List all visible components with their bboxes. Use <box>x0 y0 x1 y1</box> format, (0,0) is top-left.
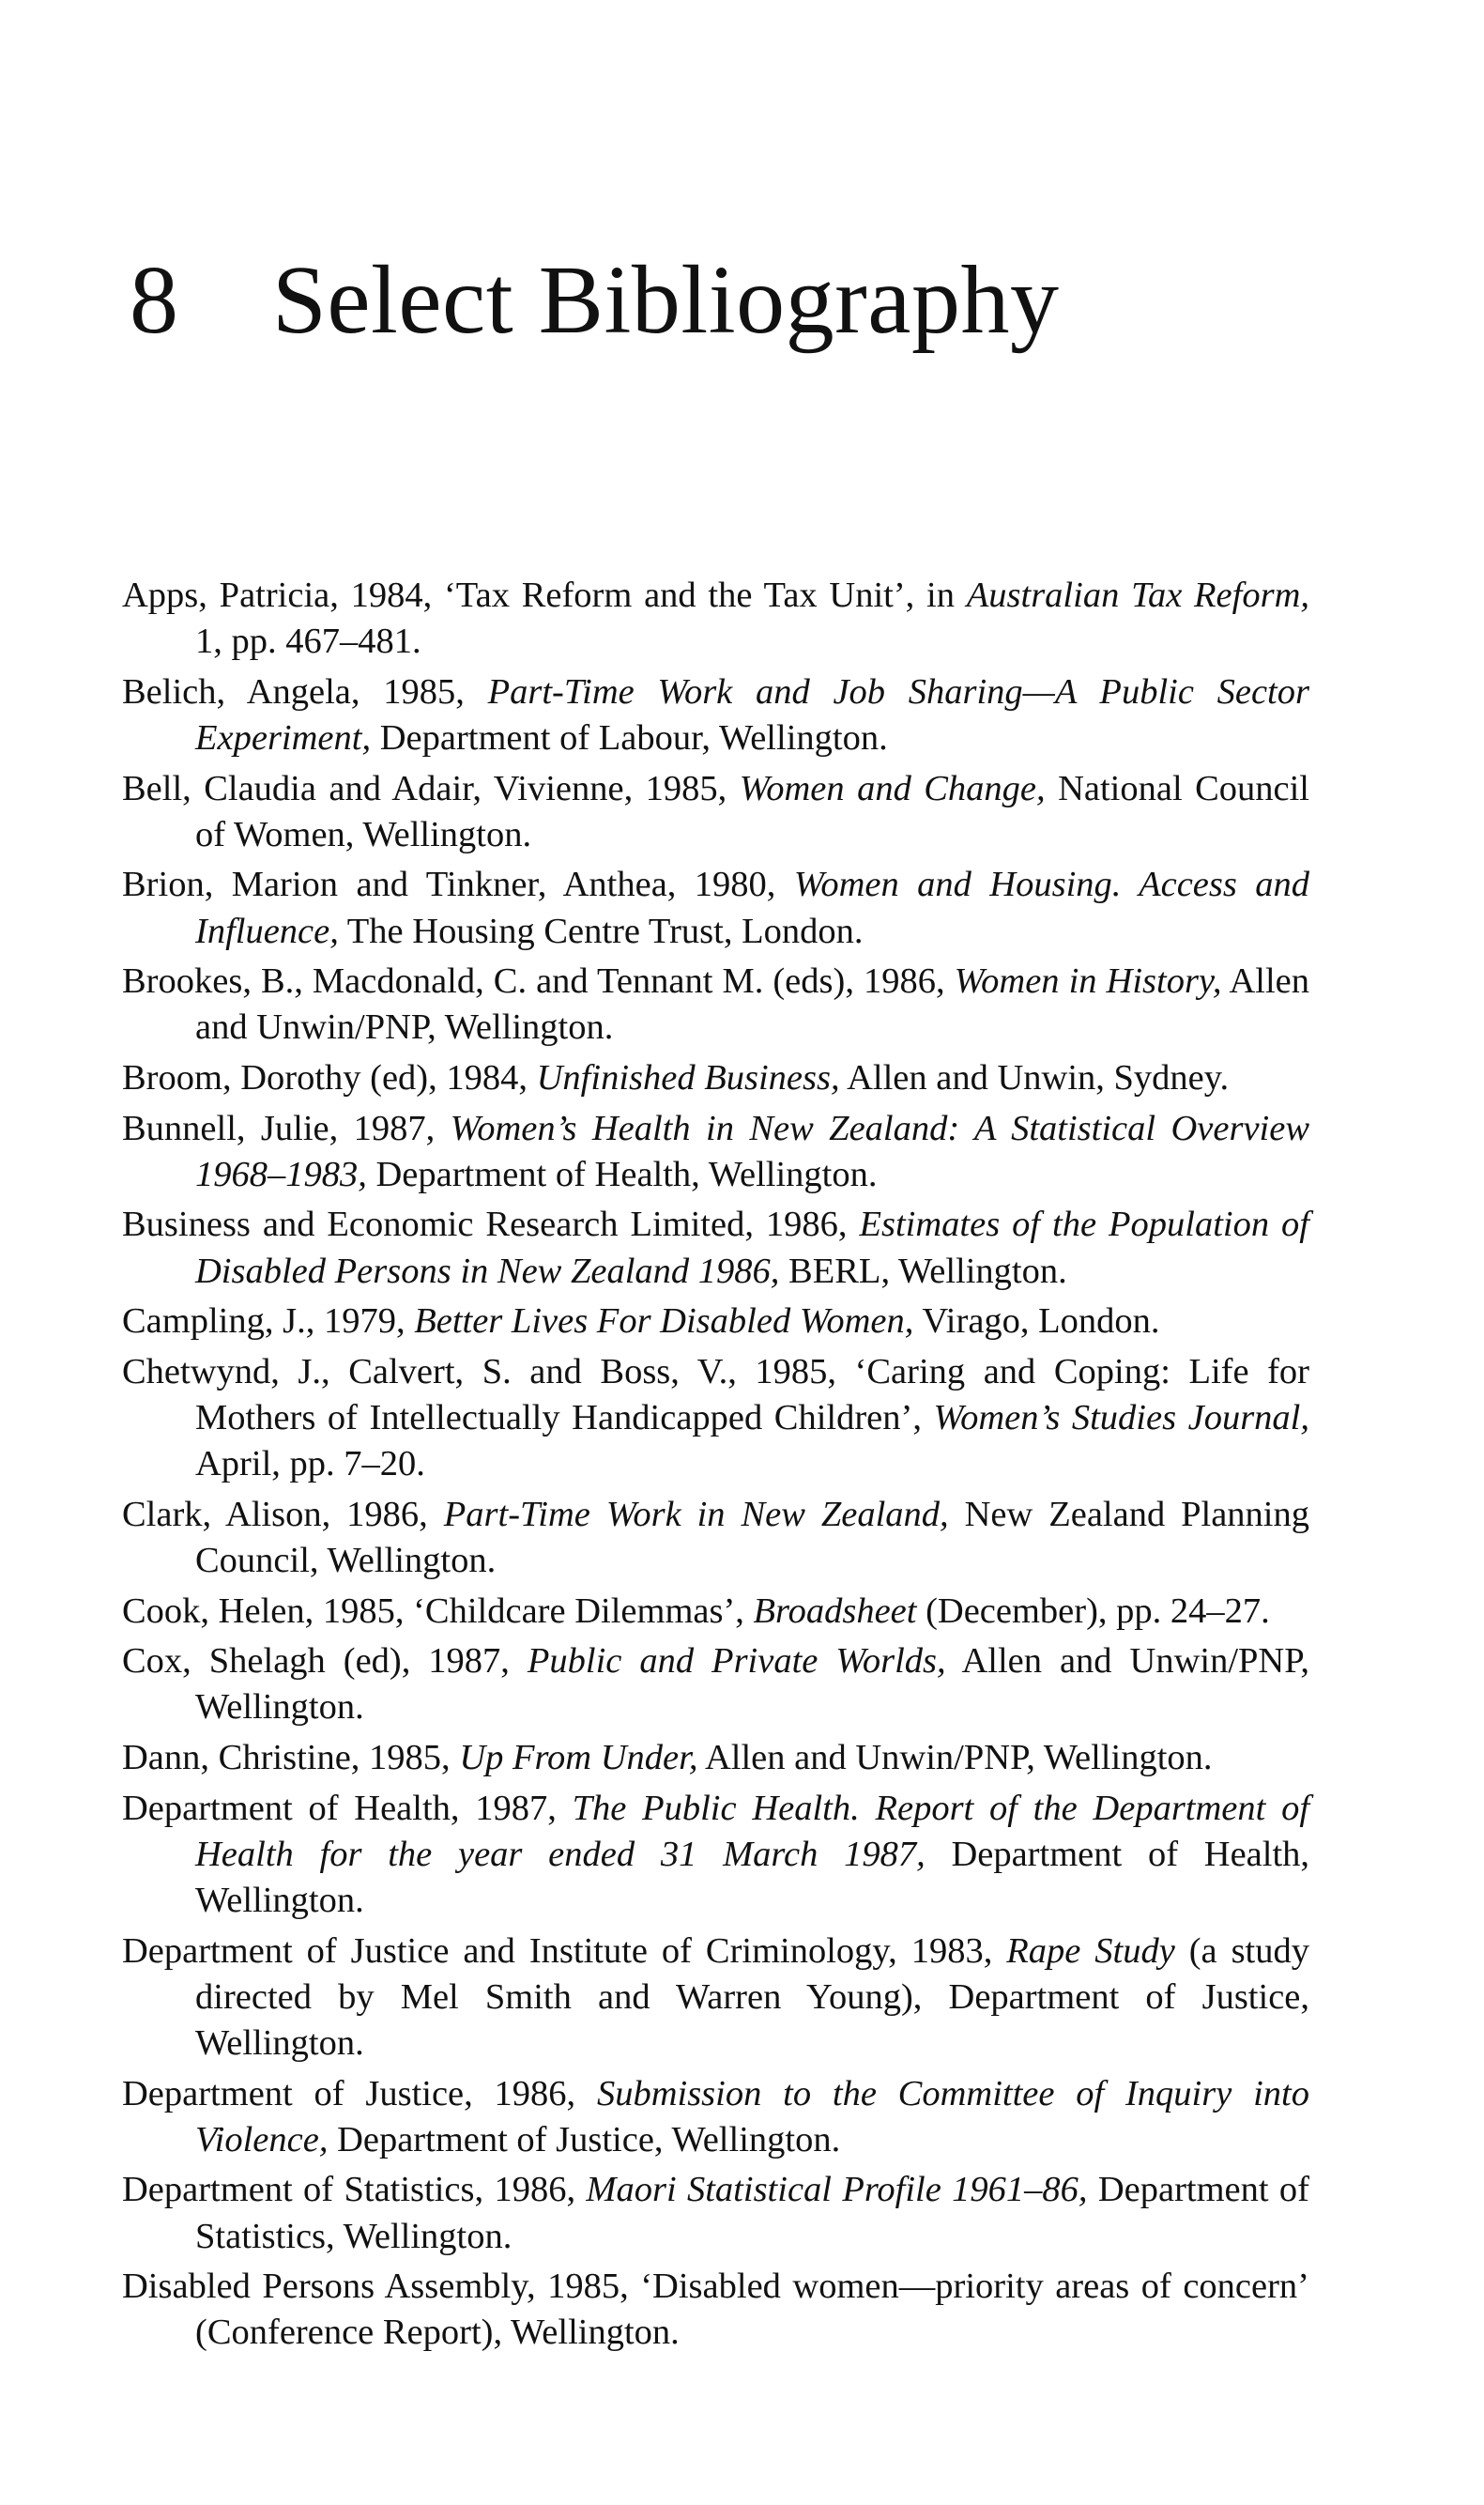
entry-text: Department of Health, Wellington. <box>366 1154 878 1194</box>
bibliography-entry <box>122 1055 1309 1101</box>
bibliography-entry <box>122 766 1309 858</box>
entry-text: Department of Health, 1987, <box>122 1788 573 1828</box>
entry-title: Estimates of the Population of Disabled Persons in New Zealand 1986, <box>195 1205 1309 1291</box>
entry-text: Clark, Alison, 1986, <box>122 1494 444 1534</box>
entry-title: Part-Time Work in New Zealand, <box>443 1494 949 1534</box>
entry-title: Women’s Health in New Zealand: A Statistical Overview 1968–1983, <box>195 1108 1309 1194</box>
entry-text: Chetwynd, J., Calvert, S. and Boss, V., 1985, ‘Caring and Coping: Life for Mothers of Intellectually Handicapped Children’, <box>122 1351 1309 1437</box>
entry-title: Up From Under, <box>459 1737 698 1777</box>
entry-title: Better Lives For Disabled Women, <box>414 1301 914 1342</box>
chapter-title <box>130 246 1060 354</box>
bibliography-entry <box>122 1589 1309 1635</box>
entry-text: Department of Statistics, 1986, <box>122 2170 587 2210</box>
entry-text: Department of Justice, 1986, <box>122 2073 597 2113</box>
entry-text: Allen and Unwin/PNP, Wellington. <box>697 1737 1213 1777</box>
bibliography-entry <box>122 1299 1309 1345</box>
entry-text: Cox, Shelagh (ed), 1987, <box>122 1641 528 1682</box>
entry-title: Australian Tax Reform, <box>966 576 1309 615</box>
entry-text: Cook, Helen, 1985, ‘Childcare Dilemmas’, <box>122 1591 754 1631</box>
entry-text: 1, pp. 467–481. <box>195 622 421 662</box>
entry-text: Bell, Claudia and Adair, Vivienne, 1985, <box>122 768 740 808</box>
entry-text: New Zealand Planning Council, Wellington. <box>195 1494 1310 1580</box>
entry-text: Brookes, B., Macdonald, C. and Tennant M. (eds), 1986, <box>122 961 955 1002</box>
entry-title: Unfinished Business, <box>536 1057 840 1098</box>
entry-text: Allen and Unwin, Sydney. <box>839 1057 1230 1098</box>
entry-title: Submission to the Committee of Inquiry into Violence, <box>195 2073 1309 2159</box>
entry-text: Department of Justice, Wellington. <box>328 2119 841 2159</box>
bibliography-entry <box>122 1786 1309 1925</box>
entry-title: Public and Private Worlds, <box>527 1641 946 1682</box>
entry-text: Department of Labour, Wellington. <box>371 718 888 758</box>
entry-text: Virago, London. <box>913 1301 1160 1342</box>
entry-title: Broadsheet <box>753 1591 917 1631</box>
entry-title: Part-Time Work and Job Sharing—A Public Sector Experiment, <box>195 671 1309 758</box>
entry-text: Department of Health, Wellington. <box>195 1834 1310 1920</box>
bibliography-entry <box>122 2167 1309 2259</box>
entry-text: Allen and Unwin/PNP, Wellington. <box>195 1641 1309 1728</box>
entry-text: Department of Statistics, Wellington. <box>195 2170 1309 2256</box>
entry-text: April, pp. 7–20. <box>195 1444 425 1484</box>
bibliography-entry <box>122 1929 1309 2067</box>
entry-title: Maori Statistical Profile 1961–86, <box>586 2170 1088 2210</box>
bibliography-entry <box>122 573 1309 665</box>
bibliography-entry <box>122 1106 1309 1198</box>
entry-text: Campling, J., 1979, <box>122 1301 415 1342</box>
bibliography-entry <box>122 669 1309 761</box>
entry-text: Belich, Angela, 1985, <box>122 671 488 712</box>
entry-text: The Housing Centre Trust, London. <box>338 911 864 951</box>
entry-text: Bunnell, Julie, 1987, <box>122 1108 451 1148</box>
chapter-number: 8 <box>130 246 179 354</box>
entry-text: (a study directed by Mel Smith and Warren Young), Department of Justice, Wellington. <box>195 1930 1309 2063</box>
bibliography-entry <box>122 1202 1309 1294</box>
bibliography-entry <box>122 862 1309 954</box>
entry-title: Women and Change, <box>739 768 1046 808</box>
bibliography-list <box>122 573 1309 2360</box>
entry-text: Broom, Dorothy (ed), 1984, <box>122 1057 537 1098</box>
entry-text: Department of Justice and Institute of Criminology, 1983, <box>122 1930 1007 1971</box>
entry-text: Dann, Christine, 1985, <box>122 1737 460 1777</box>
bibliography-entry <box>122 959 1309 1051</box>
entry-text: Brion, Marion and Tinkner, Anthea, 1980, <box>122 865 794 905</box>
entry-text: BERL, Wellington. <box>779 1251 1067 1291</box>
entry-title: Rape Study <box>1006 1930 1175 1971</box>
bibliography-entry <box>122 1492 1309 1584</box>
bibliography-entry <box>122 2071 1309 2163</box>
entry-title: The Public Health. Report of the Department of Health for the year ended 31 March 1987, <box>195 1788 1310 1874</box>
bibliography-entry <box>122 2264 1309 2356</box>
entry-title: Women and Housing. Access and Influence, <box>195 865 1309 951</box>
chapter-title-text: Select Bibliography <box>272 246 1060 354</box>
entry-text: Apps, Patricia, 1984, ‘Tax Reform and the Tax Unit’, in <box>122 576 967 615</box>
entry-title: Women in History, <box>954 961 1222 1002</box>
entry-text: Disabled Persons Assembly, 1985, ‘Disabled women—priority areas of concern’ (Conference Report), Wellington. <box>122 2267 1309 2353</box>
entry-text: National Council of Women, Wellington. <box>195 768 1309 854</box>
entry-text: (December), pp. 24–27. <box>916 1591 1270 1631</box>
bibliography-entry <box>122 1735 1309 1781</box>
entry-text: Business and Economic Research Limited, 1986, <box>122 1205 860 1245</box>
bibliography-entry <box>122 1349 1309 1488</box>
entry-title: Women’s Studies Journal, <box>933 1397 1310 1437</box>
bibliography-entry <box>122 1638 1309 1730</box>
entry-text: Allen and Unwin/PNP, Wellington. <box>195 961 1309 1048</box>
